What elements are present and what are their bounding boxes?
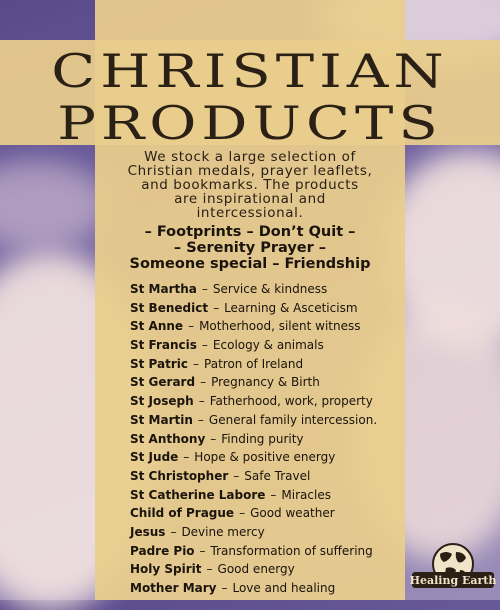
saint-row — [130, 373, 410, 392]
saint-separator: – — [199, 543, 206, 558]
intro-line: We stock a large selection of — [144, 149, 356, 165]
saint-row — [130, 392, 410, 411]
saint-name: St Martin — [130, 412, 193, 427]
saint-name: St Christopher — [130, 468, 229, 483]
intro-line: are inspirational and — [174, 191, 326, 207]
saint-separator: – — [198, 394, 205, 409]
saint-name: Mother Mary — [130, 581, 217, 595]
saint-separator: – — [239, 506, 246, 521]
saint-name: Holy Spirit — [130, 562, 202, 577]
saint-row — [130, 317, 410, 336]
saint-name: St Martha — [130, 282, 197, 296]
saint-separator: – — [201, 338, 208, 353]
saint-separator: – — [206, 562, 213, 577]
saint-separator: – — [170, 524, 177, 539]
saint-row — [130, 355, 410, 374]
saint-name: St Catherine Labore — [130, 487, 266, 502]
featured-line: – Serenity Prayer – — [173, 240, 327, 256]
intro-line: Christian medals, prayer leaflets, — [127, 163, 373, 179]
featured-line: – Footprints – Don’t Quit – — [144, 224, 356, 240]
healing-earth-logo — [410, 540, 496, 595]
saint-row — [130, 448, 410, 467]
saint-description: Miracles — [281, 487, 331, 502]
saint-row — [130, 336, 410, 355]
featured-products — [95, 224, 405, 272]
saint-row — [130, 523, 410, 542]
saint-row — [130, 486, 410, 505]
saint-separator: – — [213, 300, 220, 315]
saint-row — [130, 560, 410, 579]
saint-name: Padre Pio — [130, 543, 195, 558]
saint-description: Fatherhood, work, property — [209, 394, 373, 409]
saint-separator: – — [188, 319, 195, 334]
saint-name: St Jude — [130, 450, 179, 465]
saint-row — [130, 411, 410, 430]
saint-description: Devine mercy — [181, 524, 265, 539]
intro-line: and bookmarks. The products — [141, 177, 359, 193]
saint-description: Ecology & animals — [212, 338, 324, 353]
intro-text — [100, 150, 400, 220]
saint-name: St Benedict — [130, 300, 209, 315]
saint-separator: – — [193, 356, 200, 371]
saint-name: St Patric — [130, 356, 189, 371]
saint-name: Jesus — [130, 524, 166, 539]
saint-row — [130, 299, 410, 318]
saint-separator: – — [210, 431, 217, 446]
globe-icon — [410, 540, 496, 595]
title-line-1: CHRISTIAN — [51, 44, 449, 98]
title-line-2: PRODUCTS — [57, 96, 443, 150]
saint-row — [130, 280, 410, 299]
saint-separator: – — [233, 468, 240, 483]
saint-description: Safe Travel — [244, 468, 311, 483]
saint-separator: – — [197, 412, 204, 427]
intro-line: intercessional. — [196, 205, 304, 221]
saint-name: Child of Prague — [130, 506, 235, 521]
saint-row — [130, 430, 410, 449]
cloud — [0, 160, 110, 250]
saint-description: Patron of Ireland — [204, 356, 304, 371]
saint-description: Finding purity — [221, 431, 304, 446]
saint-separator: – — [201, 282, 208, 296]
saint-name: St Anthony — [130, 431, 206, 446]
logo-text: Healing Earth — [410, 574, 496, 587]
saint-row — [130, 467, 410, 486]
saint-separator: – — [270, 487, 277, 502]
saint-description: General family intercession. — [208, 412, 378, 427]
saint-separator: – — [200, 375, 207, 390]
saint-separator: – — [221, 581, 228, 595]
saint-name: St Gerard — [130, 375, 196, 390]
saint-name: St Francis — [130, 338, 197, 353]
saints-list — [130, 280, 410, 598]
saint-row — [130, 504, 410, 523]
saint-separator: – — [183, 450, 190, 465]
featured-line: Someone special – Friendship — [129, 256, 371, 272]
saint-description: Good weather — [250, 506, 335, 521]
saint-description: Hope & positive energy — [194, 450, 336, 465]
saint-name: St Joseph — [130, 394, 194, 409]
saint-description: Pregnancy & Birth — [211, 375, 320, 390]
saint-description: Love and healing — [232, 581, 336, 595]
saint-description: Service & kindness — [212, 282, 328, 296]
saint-description: Transformation of suffering — [210, 543, 373, 558]
saint-description: Motherhood, silent witness — [199, 319, 361, 334]
saint-description: Learning & Asceticism — [224, 300, 358, 315]
saint-row — [130, 542, 410, 561]
saint-name: St Anne — [130, 319, 184, 334]
saint-row — [130, 579, 410, 598]
saint-description: Good energy — [217, 562, 295, 577]
